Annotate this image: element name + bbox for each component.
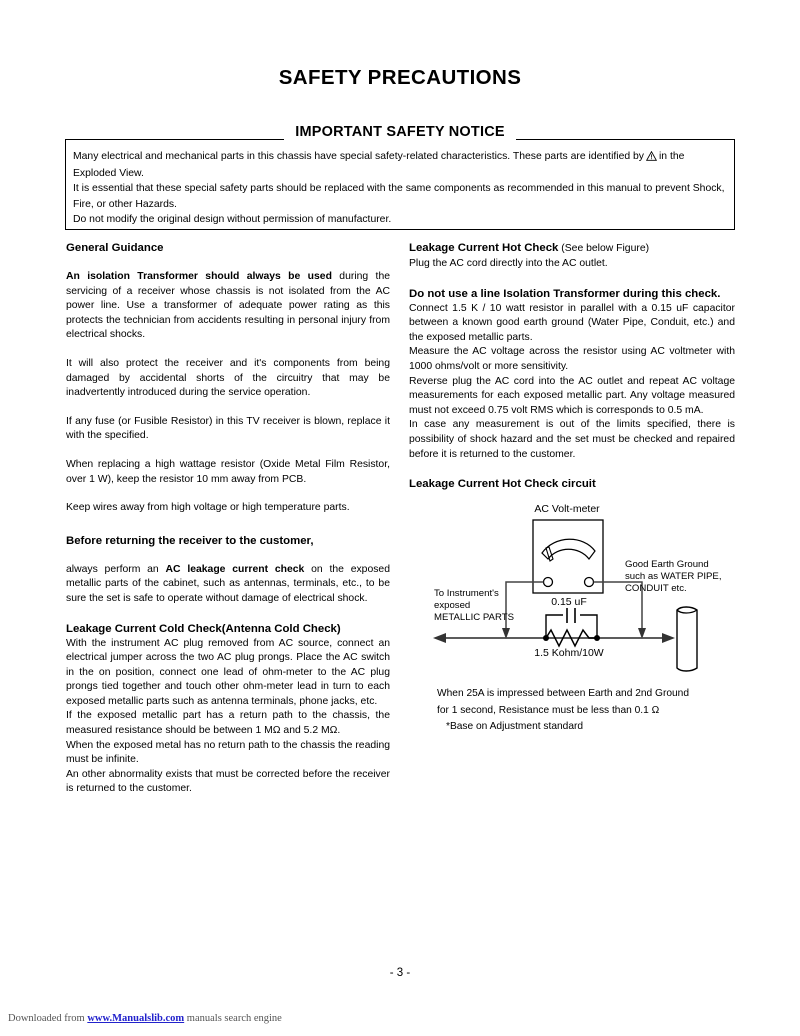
notice-legend-text: IMPORTANT SAFETY NOTICE [284, 124, 515, 140]
paragraph-plug-ac-cord: Plug the AC cord directly into the AC outlet. [409, 258, 608, 269]
paragraph-reverse-plug: Reverse plug the AC cord into the AC outlet and repeat AC voltage measurements for each exposed metallic part. Any voltage measured must not exceed 0.75 volt RMS which is corresponds to 0.5 mA. [409, 375, 735, 416]
notice-line1-b: in the Exploded View. [73, 151, 685, 180]
heading-no-isolation-transformer: Do not use a line Isolation Transformer during this check. [409, 287, 721, 300]
warning-triangle-icon [646, 151, 657, 166]
heading-hot-check-circuit: Leakage Current Hot Check circuit [409, 478, 596, 491]
isolation-transformer-bold: An isolation Transformer should always be used [66, 271, 332, 282]
right-text-column [409, 240, 735, 492]
circuit-svg [409, 497, 739, 682]
capacitor-branch-right [580, 615, 597, 638]
paragraph-isolation-transformer [66, 270, 390, 343]
ac-leakage-suffix: on the exposed metallic parts of the cabinet, such as antennas, terminals, etc., to be sure the set is safe to operate without damage of electrical shock. [66, 563, 390, 604]
paragraph-keep-wires: Keep wires away from high voltage or high temperature parts. [66, 502, 350, 514]
heading-before-returning: Before returning the receiver to the customer, [66, 534, 314, 547]
capacitor-label: 0.15 uF [551, 596, 587, 608]
ac-leakage-prefix: always perform an [66, 563, 166, 575]
footer-suffix: manuals search engine [184, 1013, 282, 1024]
caption-line-1: When 25A is impressed between Earth and 2nd Ground [437, 688, 690, 699]
isolation-transformer-rest: during the servicing of a receiver whose chassis is not isolated from the AC power line. Use a transformer of adequate power rating as this protects the technician from accidents resulting in personal injury from electrical shocks. [66, 271, 391, 341]
instrument-label-line1: To Instrument's [434, 588, 499, 599]
main-wire-left-arrow [433, 633, 446, 643]
caption-line-2: for 1 second, Resistance must be less than 0.1 Ω [437, 704, 660, 716]
paragraph-measure-voltage: Measure the AC voltage across the resistor using AC voltmeter with 1000 ohms/volt or more sensitivity. [409, 346, 735, 372]
paragraph-ac-leakage-check [66, 563, 390, 607]
junction-dot-left [543, 635, 549, 641]
meter-terminal-left [544, 578, 553, 587]
instrument-label-line2: exposed [434, 600, 471, 611]
notice-paragraph-1 [73, 149, 729, 181]
water-pipe-ground-symbol [677, 607, 697, 671]
notice-line1-a: Many electrical and mechanical parts in this chassis have special safety-related characteristics. These parts are identified by [73, 151, 644, 162]
paragraph-fuse: If any fuse (or Fusible Resistor) in this TV receiver is blown, replace it with the specified. [66, 415, 390, 442]
page-number: - 3 - [389, 967, 411, 979]
meter-terminal-right [585, 578, 594, 587]
notice-paragraph-3: Do not modify the original design without permission of manufacturer. [73, 213, 392, 225]
heading-general-guidance: General Guidance [66, 242, 164, 254]
heading-hot-check [409, 240, 735, 257]
earth-ground-label-line1: Good Earth Ground [625, 559, 709, 570]
important-safety-notice-legend [0, 124, 800, 140]
left-text-column [66, 240, 390, 797]
caption-line-3: *Base on Adjustment standard [446, 721, 584, 732]
earth-ground-label-line3: CONDUIT etc. [625, 583, 687, 594]
meter-needle [546, 547, 553, 561]
meter-label: AC Volt-meter [534, 503, 600, 515]
paragraph-out-of-limits: In case any measurement is out of the limits specified, there is possibility of shock hazard and the set must be checked and repaired before it is returned to the customer. [409, 419, 735, 460]
leakage-current-hot-check-circuit-diagram [409, 497, 739, 682]
paragraph-cold-check-procedure: With the instrument AC plug removed from AC source, connect an electrical jumper across the two AC plug prongs. Place the AC switch in the on position, connect one lead of ohm-meter to the AC plug prongs tied together and touch other ohm-meter lead in turn to each exposed metallic parts such as antenna terminals, phone jacks, etc. [66, 637, 390, 707]
main-wire-right-arrow [662, 633, 675, 643]
water-pipe-top-ellipse [677, 610, 697, 613]
paragraph-high-wattage-resistor: When replacing a high wattage resistor (Oxide Metal Film Resistor, over 1 W), keep the resistor 10 mm away from PCB. [66, 458, 390, 485]
manualslib-link[interactable]: www.Manualslib.com [87, 1013, 185, 1024]
download-source-footer [8, 1013, 282, 1024]
paragraph-other-abnormality: An other abnormality exists that must be corrected before the receiver is returned to the customer. [66, 768, 390, 795]
ac-leakage-bold: AC leakage current check [165, 563, 305, 575]
page-title: SAFETY PRECAUTIONS [278, 66, 522, 89]
paragraph-no-return-path: When the exposed metal has no return path to the chassis the reading must be infinite. [66, 739, 390, 766]
hot-check-title: Leakage Current Hot Check [409, 242, 559, 254]
paragraph-protect-receiver: It will also protect the receiver and it's components from being damaged by accidental shorts of the circuitry that may be inadvertently introduced during the service operation. [66, 357, 390, 399]
important-safety-notice-body [73, 149, 729, 227]
heading-cold-check: Leakage Current Cold Check(Antenna Cold Check) [66, 622, 341, 635]
resistor-label: 1.5 Kohm/10W [534, 647, 604, 659]
paragraph-connect-resistor: Connect 1.5 K / 10 watt resistor in parallel with a 0.15 uF capacitor between a known good earth ground (Water Pipe, Conduit, etc.) and the exposed metallic parts. [409, 302, 735, 343]
junction-dot-right [594, 635, 600, 641]
instrument-label-line3: METALLIC PARTS [434, 612, 514, 623]
notice-paragraph-2: It is essential that these special safety parts should be replaced with the same components as recommended in this manual to prevent Shock, Fire, or other Hazards. [73, 183, 725, 210]
paragraph-return-path: If the exposed metallic part has a return path to the chassis, the measured resistance should be between 1 MΩ and 5.2 MΩ. [66, 710, 390, 737]
hot-check-note: (See below Figure) [558, 243, 650, 254]
footer-prefix: Downloaded from [8, 1013, 88, 1024]
earth-ground-label-line2: such as WATER PIPE, [625, 571, 722, 582]
figure-caption [437, 686, 737, 736]
